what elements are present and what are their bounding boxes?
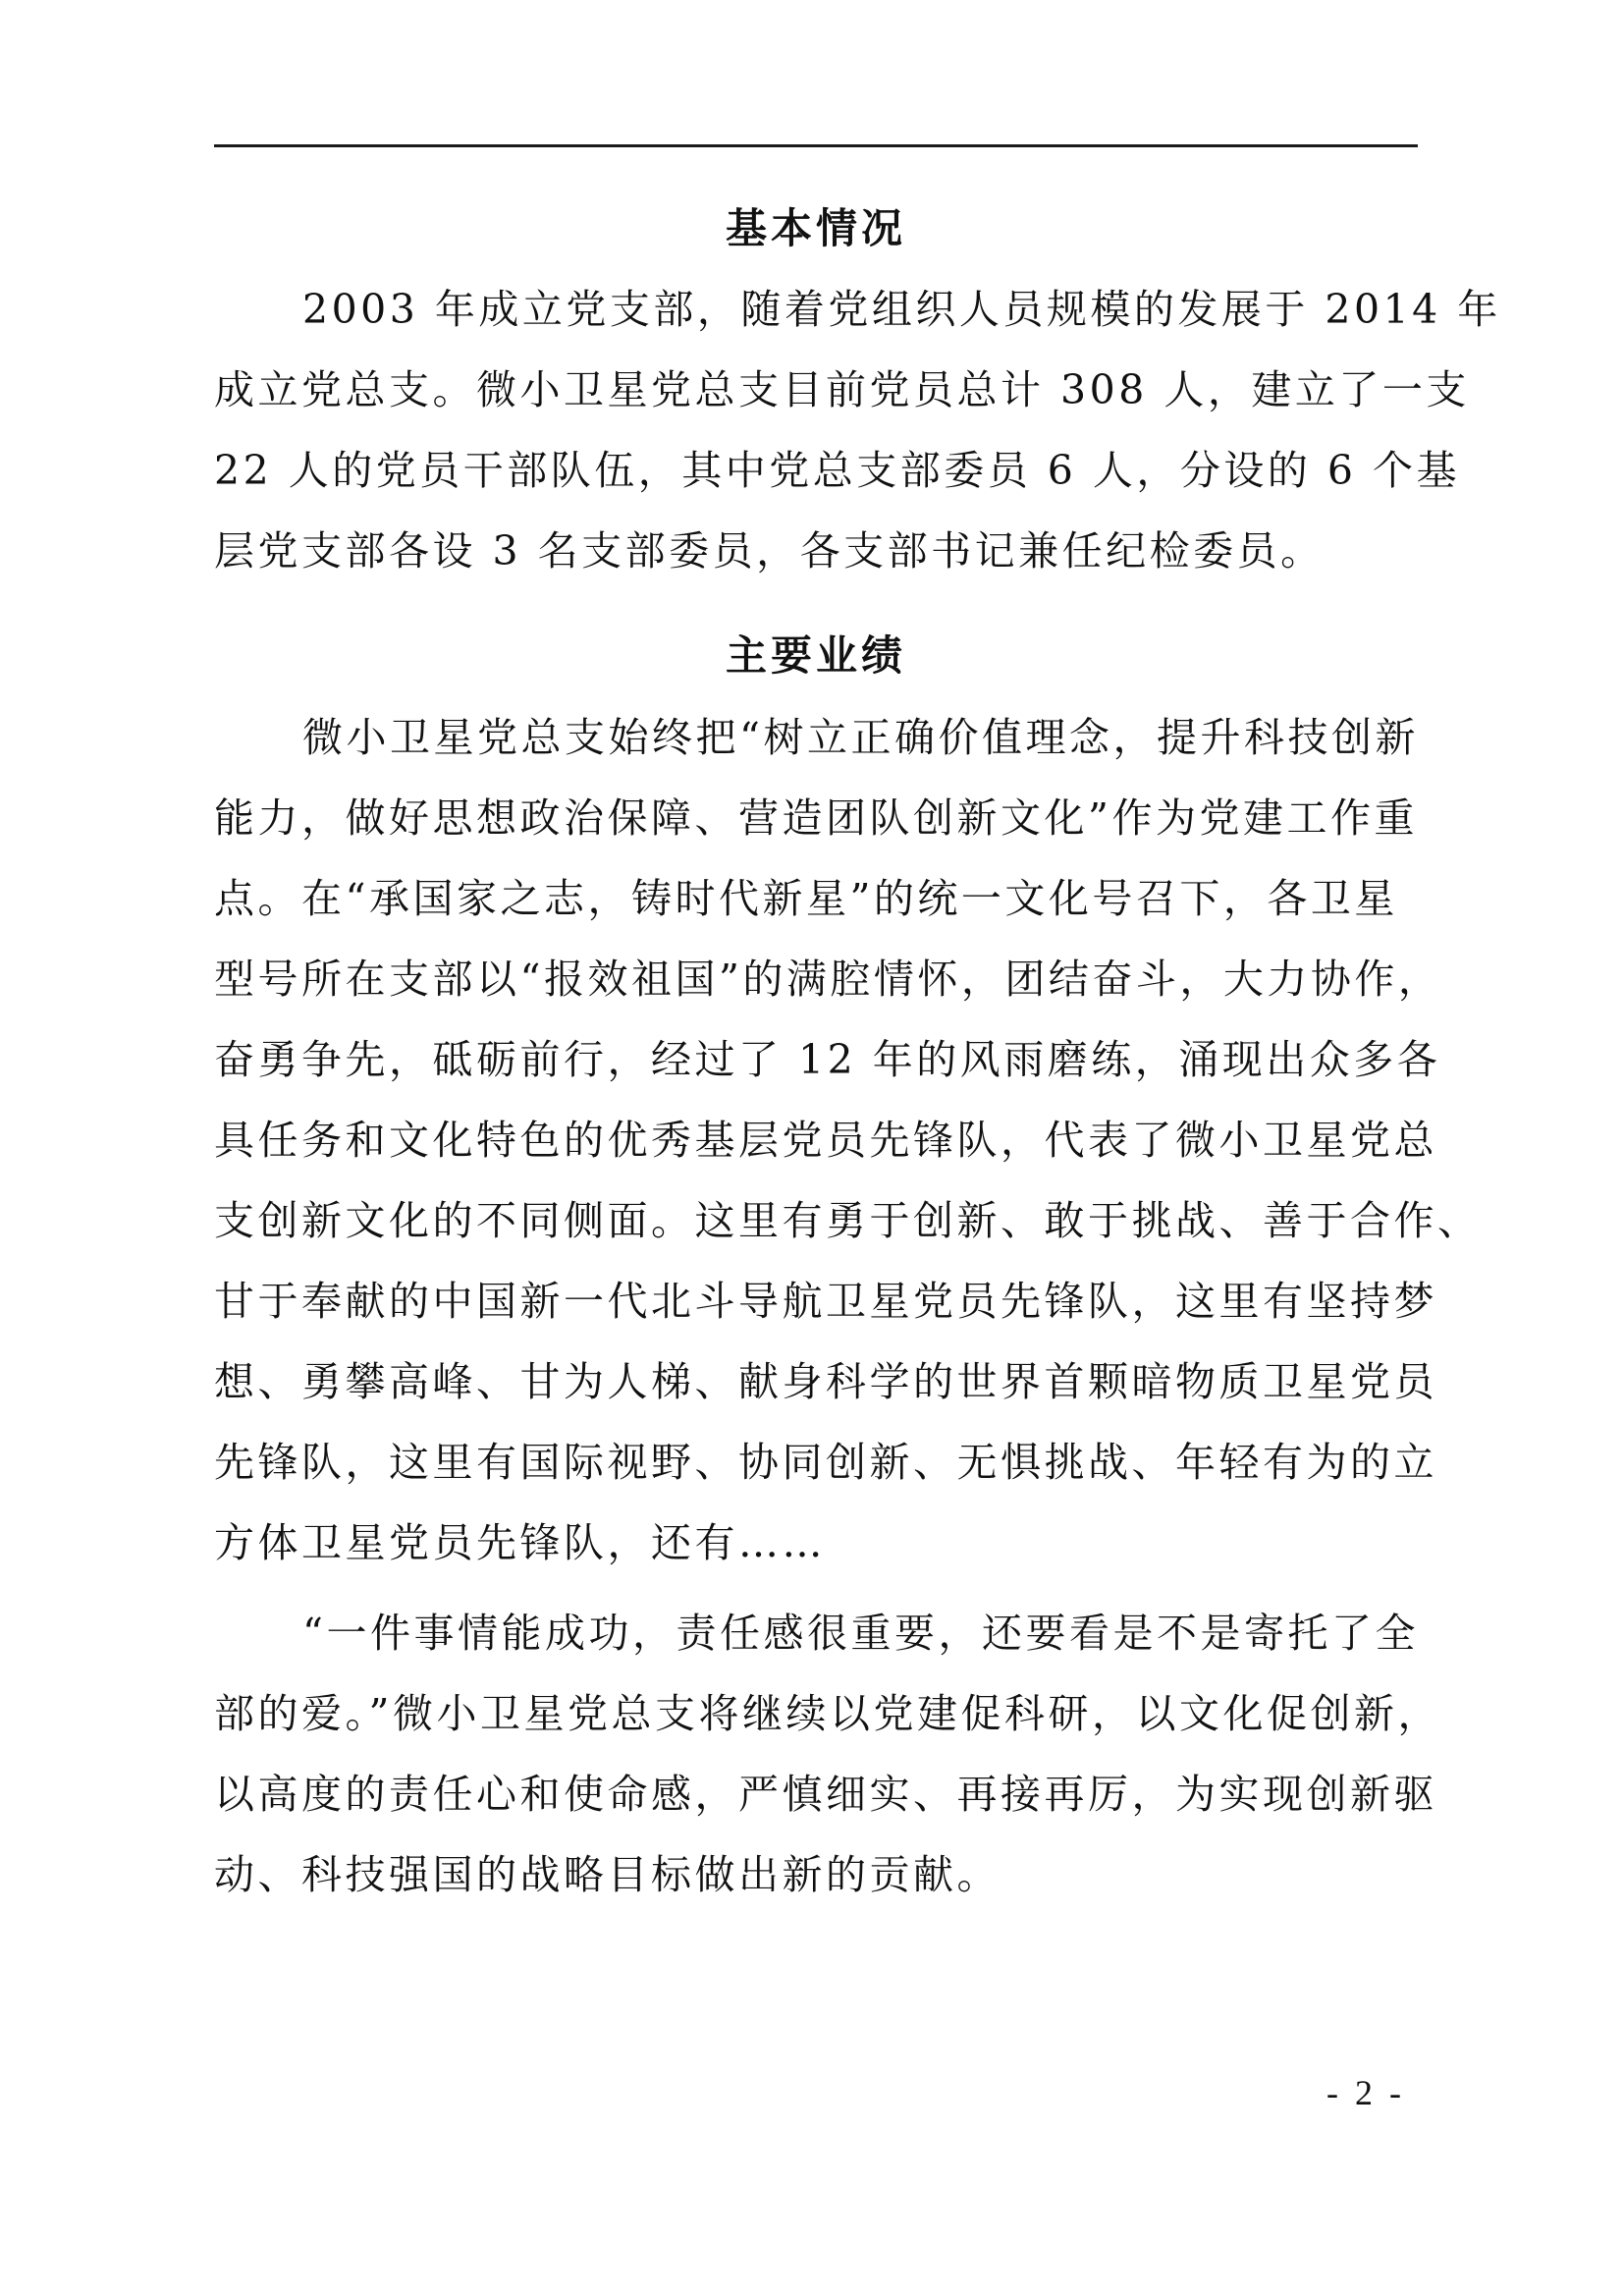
paragraph-line: 22 人的党员干部队伍，其中党总支部委员 6 人，分设的 6 个基 (214, 447, 1461, 494)
paragraph-line: 想、勇攀高峰、甘为人梯、献身科学的世界首颗暗物质卫星党员 (214, 1358, 1437, 1405)
paragraph-line: 成立党总支。微小卫星党总支目前党员总计 308 人，建立了一支 (214, 366, 1470, 413)
paragraph-line: 能力，做好思想政治保障、营造团队创新文化”作为党建工作重 (214, 794, 1418, 842)
section-heading-basic-info: 基本情况 (725, 204, 906, 252)
paragraph-line: 甘于奉献的中国新一代北斗导航卫星党员先锋队，这里有坚持梦 (214, 1278, 1437, 1325)
paragraph-line: 奋勇争先，砥砺前行，经过了 12 年的风雨磨练，涌现出众多各 (214, 1036, 1441, 1083)
paragraph-basic-info (214, 269, 1501, 591)
paragraph-line: 具任务和文化特色的优秀基层党员先锋队，代表了微小卫星党总 (214, 1117, 1437, 1164)
paragraph-line: 微小卫星党总支始终把“树立正确价值理念，提升科技创新 (302, 714, 1419, 761)
header-rule (214, 144, 1418, 147)
paragraph-line: 型号所在支部以“报效祖国”的满腔情怀，团结奋斗，大力协作， (214, 956, 1442, 1003)
paragraph-line: 先锋队，这里有国际视野、协同创新、无惧挑战、年轻有为的立 (214, 1439, 1437, 1486)
paragraph-line: 2003 年成立党支部，随着党组织人员规模的发展于 2014 年 (302, 286, 1501, 333)
paragraph-line: 方体卫星党员先锋队，还有…… (214, 1519, 826, 1566)
paragraph-line: 点。在“承国家之志，铸时代新星”的统一文化号召下，各卫星 (214, 875, 1398, 922)
paragraph-line: “一件事情能成功，责任感很重要，还要看是不是寄托了全 (302, 1610, 1419, 1657)
paragraph-line: 动、科技强国的战略目标做出新的贡献。 (214, 1851, 1001, 1898)
section-heading-achievements: 主要业绩 (725, 631, 906, 680)
paragraph-line: 部的爱。”微小卫星党总支将继续以党建促科研，以文化促创新， (214, 1690, 1441, 1737)
paragraph-line: 以高度的责任心和使命感，严慎细实、再接再厉，为实现创新驱 (214, 1771, 1437, 1818)
paragraph-line: 支创新文化的不同侧面。这里有勇于创新、敢于挑战、善于合作、 (214, 1197, 1482, 1244)
page-number: - 2 - (1326, 2073, 1405, 2112)
paragraph-line: 层党支部各设 3 名支部委员，各支部书记兼任纪检委员。 (214, 527, 1325, 574)
paragraph-achievements-2 (214, 1593, 1441, 1915)
paragraph-achievements-1 (214, 697, 1482, 1583)
